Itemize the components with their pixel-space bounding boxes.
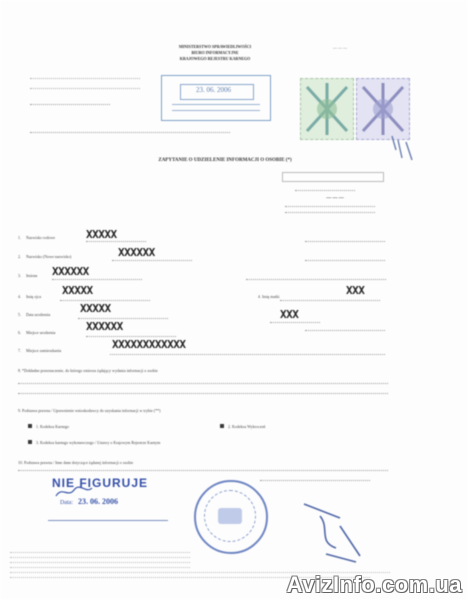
field-value: XXXXXX xyxy=(86,320,123,333)
stamp-date: 23. 06. 2006 xyxy=(78,497,118,506)
caption-line xyxy=(285,212,375,213)
field-line xyxy=(52,279,142,280)
field-line xyxy=(112,260,192,261)
field-label: 4. xyxy=(18,294,21,299)
field-line xyxy=(78,318,168,319)
issuer-line xyxy=(260,480,370,481)
header-line: MINISTERSTWO SPRAWIEDLIWOŚCI xyxy=(178,44,252,49)
section-10: 10. Podstawa prawna / Inne dane dotyczące żądanej informacji o osobie xyxy=(18,460,134,465)
field-label: 1. xyxy=(18,235,21,240)
field-value: XXXXX xyxy=(86,228,117,241)
field-value: XXXXX xyxy=(62,284,93,297)
header-line: KRAJOWEGO REJESTRU KARNEGO xyxy=(179,56,251,61)
stamp-date-label: Data: xyxy=(60,500,73,506)
field-line xyxy=(305,241,385,242)
fee-stamp-green xyxy=(300,78,354,140)
field-line xyxy=(246,279,386,280)
issuer-signature xyxy=(300,498,370,564)
checkbox-checked[interactable] xyxy=(28,440,32,444)
option-label: 3. Kodeksu karnego wykonawczego / Ustawy o Krajowym Rejestrze Karnym xyxy=(36,440,161,445)
option-label: 1. Kodeksu Karnego xyxy=(36,424,69,429)
side-field-value: XXX xyxy=(346,284,365,297)
stamp-footer xyxy=(48,512,168,521)
watermark: AvizInfo.com.ua xyxy=(286,572,462,597)
section-line xyxy=(18,383,388,384)
field-value: XXXXXX xyxy=(52,265,89,278)
field-line xyxy=(305,330,385,331)
address-line xyxy=(30,132,230,133)
handwritten-mark xyxy=(388,132,418,164)
field-line xyxy=(280,300,380,301)
side-field-value: XXX xyxy=(280,308,299,321)
field-line xyxy=(305,260,385,261)
id-box xyxy=(282,172,384,182)
footnotes xyxy=(10,548,190,578)
handwritten-signature xyxy=(54,484,94,500)
checkbox-checked[interactable] xyxy=(220,424,224,428)
official-seal xyxy=(194,480,268,554)
nie-figuruje-stamp: NIE FIGURUJE xyxy=(52,476,149,490)
field-line xyxy=(110,354,385,355)
field-label: Nazwisko (Nowe nazwisko) xyxy=(26,254,72,259)
field-label: 7. xyxy=(18,348,21,353)
sender-line xyxy=(30,104,110,105)
section-8: 8. *Dokładne przeznaczenie, do którego zmierza żądający wydania informacji o osobie xyxy=(18,368,158,373)
signature-line xyxy=(295,190,355,191)
field-line xyxy=(86,241,146,242)
header-line: BIURO INFORMACYJNE xyxy=(191,50,239,55)
field-label: 6. xyxy=(18,330,21,335)
form-title: ZAPYTANIE O UDZIELENIE INFORMACJI O OSOBIE (*) xyxy=(158,158,292,163)
checkbox-checked[interactable] xyxy=(28,424,32,428)
field-label: Miejsce zamieszkania xyxy=(26,348,62,353)
field-line xyxy=(86,336,176,337)
signature-caption: — — — xyxy=(326,196,344,201)
field-value: XXXXXX xyxy=(118,246,155,259)
registration-stamp: 23. 06. 2006 xyxy=(161,75,271,121)
option-label: 2. Kodeksu Wykroczeń xyxy=(228,424,266,429)
side-field-label: 4. Imię matki xyxy=(258,294,280,299)
field-value: XXXXXXXXXXXX xyxy=(112,338,186,351)
field-value: XXXXX xyxy=(80,302,111,315)
page-mark: — — — xyxy=(333,45,347,50)
section-line xyxy=(18,393,388,394)
section-9: 9. Podstawa prawna / Uprawnienie wnioskodawcy do uzyskania informacji w trybie (**) xyxy=(18,408,161,413)
field-label: Imiona xyxy=(26,273,38,278)
field-label: Miejsce urodzenia xyxy=(26,330,56,335)
field-label: 3. xyxy=(18,273,21,278)
fee-stamp-blue xyxy=(356,78,410,140)
caption-line xyxy=(285,206,375,207)
field-label: Data urodzenia xyxy=(26,312,51,317)
ministry-header xyxy=(140,44,290,62)
section-line xyxy=(18,470,388,471)
sender-block xyxy=(30,72,140,89)
field-label: 5. xyxy=(18,312,21,317)
field-line xyxy=(270,322,320,323)
field-label: Nazwisko rodowe xyxy=(26,235,55,240)
field-label: Imię ojca xyxy=(26,294,41,299)
field-label: 2. xyxy=(18,254,21,259)
field-line xyxy=(60,300,150,301)
